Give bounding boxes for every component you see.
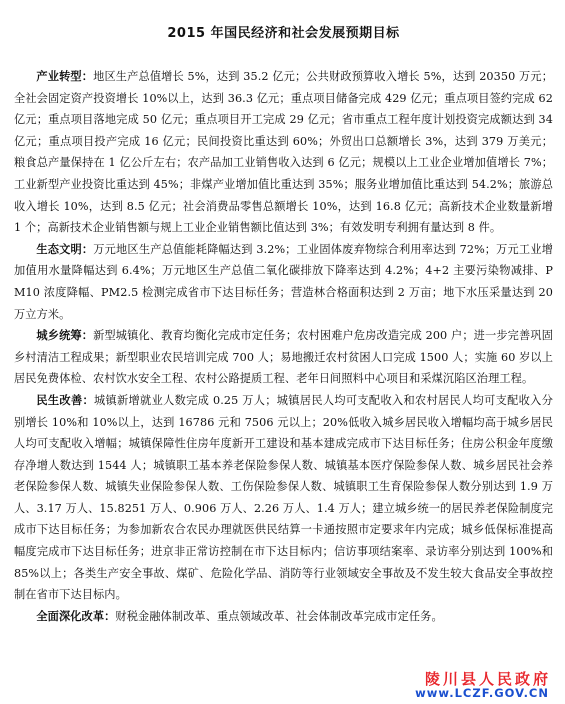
- document-title: 2015 年国民经济和社会发展预期目标: [167, 26, 400, 41]
- section-ecology: [14, 239, 553, 325]
- watermark-name: 陵川县人民政府: [424, 670, 551, 688]
- section-body: 地区生产总值增长 5%，达到 35.2 亿元；公共财政预算收入增长 5%，达到 20350 万元；全社会固定资产投资增长 10%以上，达到 36.3 亿元；重点项目储备完成 429 亿元；重点项目签约完成 62 亿元；重点项目落地完成 50 亿元；重点项目开工完成 29 亿元；省市重点工程年度计划投资完成额达到 34 亿元；重点项目投产完成 16 亿元；民间投资比重达到 60%；外贸出口总额增长 3%，达到 379 万美元；粮食总产量保持在 1 亿公斤左右；农产品加工业销售收入达到 6 亿元；规模以上工业企业增加值增长 7%；工业新型产业投资比重达到 45%；非煤产业增加值比重达到 35%；服务业增加值比重达到 54.2%；旅游总收入增长 10%，达到 8.5 亿元；社会消费品零售总额增长 10%，达到 16.8 亿元；高新技术企业数量新增 1 个；高新技术企业销售额与规上工业企业销售额比值达到 3%；有效发明专利拥有量达到 8 件。: [14, 70, 553, 235]
- section-heading: 全面深化改革：: [36, 609, 116, 623]
- section-heading: 生态文明：: [36, 242, 94, 256]
- section-heading: 民生改善：: [36, 393, 94, 407]
- section-heading: 城乡统筹：: [36, 329, 94, 343]
- section-body: 新型城镇化、教育均衡化完成市定任务；农村困难户危房改造完成 200 户；进一步完善巩固乡村清洁工程成果；新型职业农民培训完成 700 人；易地搬迁农村贫困人口完成 1500 人；实施 60 岁以上居民免费体检、农村饮水安全工程、农村公路提质工程、老年日间照料中心项目和采煤沉陷区治理工程。: [14, 329, 553, 386]
- section-urban-rural: [14, 325, 553, 390]
- section-livelihood: [14, 390, 553, 606]
- section-body: 财税金融体制改革、重点领域改革、社会体制改革完成市定任务。: [115, 609, 443, 623]
- section-body: 城镇新增就业人数完成 0.25 万人；城镇居民人均可支配收入和农村居民人均可支配收入分别增长 10%和 10%以上，达到 16786 元和 7506 元以上；20%低收入城乡居民收入增幅均高于城乡居民人均可支配收入增幅；城镇保障性住房年度新开工建设和基本建成完成市下达目标任务；住房公积金年度缴存净增人数达到 1544 人；城镇职工基本养老保险参保人数、城镇基本医疗保险参保人数、城乡居民社会养老保险参保人数、城镇失业保险参保人数、工伤保险参保人数、城镇职工生育保险参保人数分别达到 1.9 万人、3.17 万人、15.8251 万人、0.906 万人、2.26 万人、1.4 万人；建立城乡统一的居民养老保险制度完成市下达目标任务；为参加新农合农民办理就医供民结算一卡通按照市定要求年内完成；城乡低保标准提高幅度完成市下达目标任务；进京非正常访控制在市下达目标内；信访事项结案率、录访率分别达到 100%和 85%以上；各类生产安全事故、煤矿、危险化学品、消防等行业领域安全事故及不发生较大食品安全事故控制在省市下达目标内。: [14, 393, 553, 602]
- watermark-url: www.LCZF.GOV.CN: [415, 686, 549, 700]
- section-body: 万元地区生产总值能耗降幅达到 3.2%；工业固体废弃物综合利用率达到 72%；万元工业增加值用水量降幅达到 6.4%；万元地区生产总值二氧化碳排放下降率达到 4.2%；4+2 主要污染物减排、PM10 浓度降幅、PM2.5 检测完成省市下达目标任务；营造林合格面积达到 2 万亩；地下水压采量达到 20 万立方米。: [14, 242, 553, 321]
- section-reform: [14, 606, 553, 628]
- section-heading: 产业转型：: [36, 70, 94, 83]
- section-industry: [14, 66, 553, 239]
- site-watermark: [415, 666, 555, 702]
